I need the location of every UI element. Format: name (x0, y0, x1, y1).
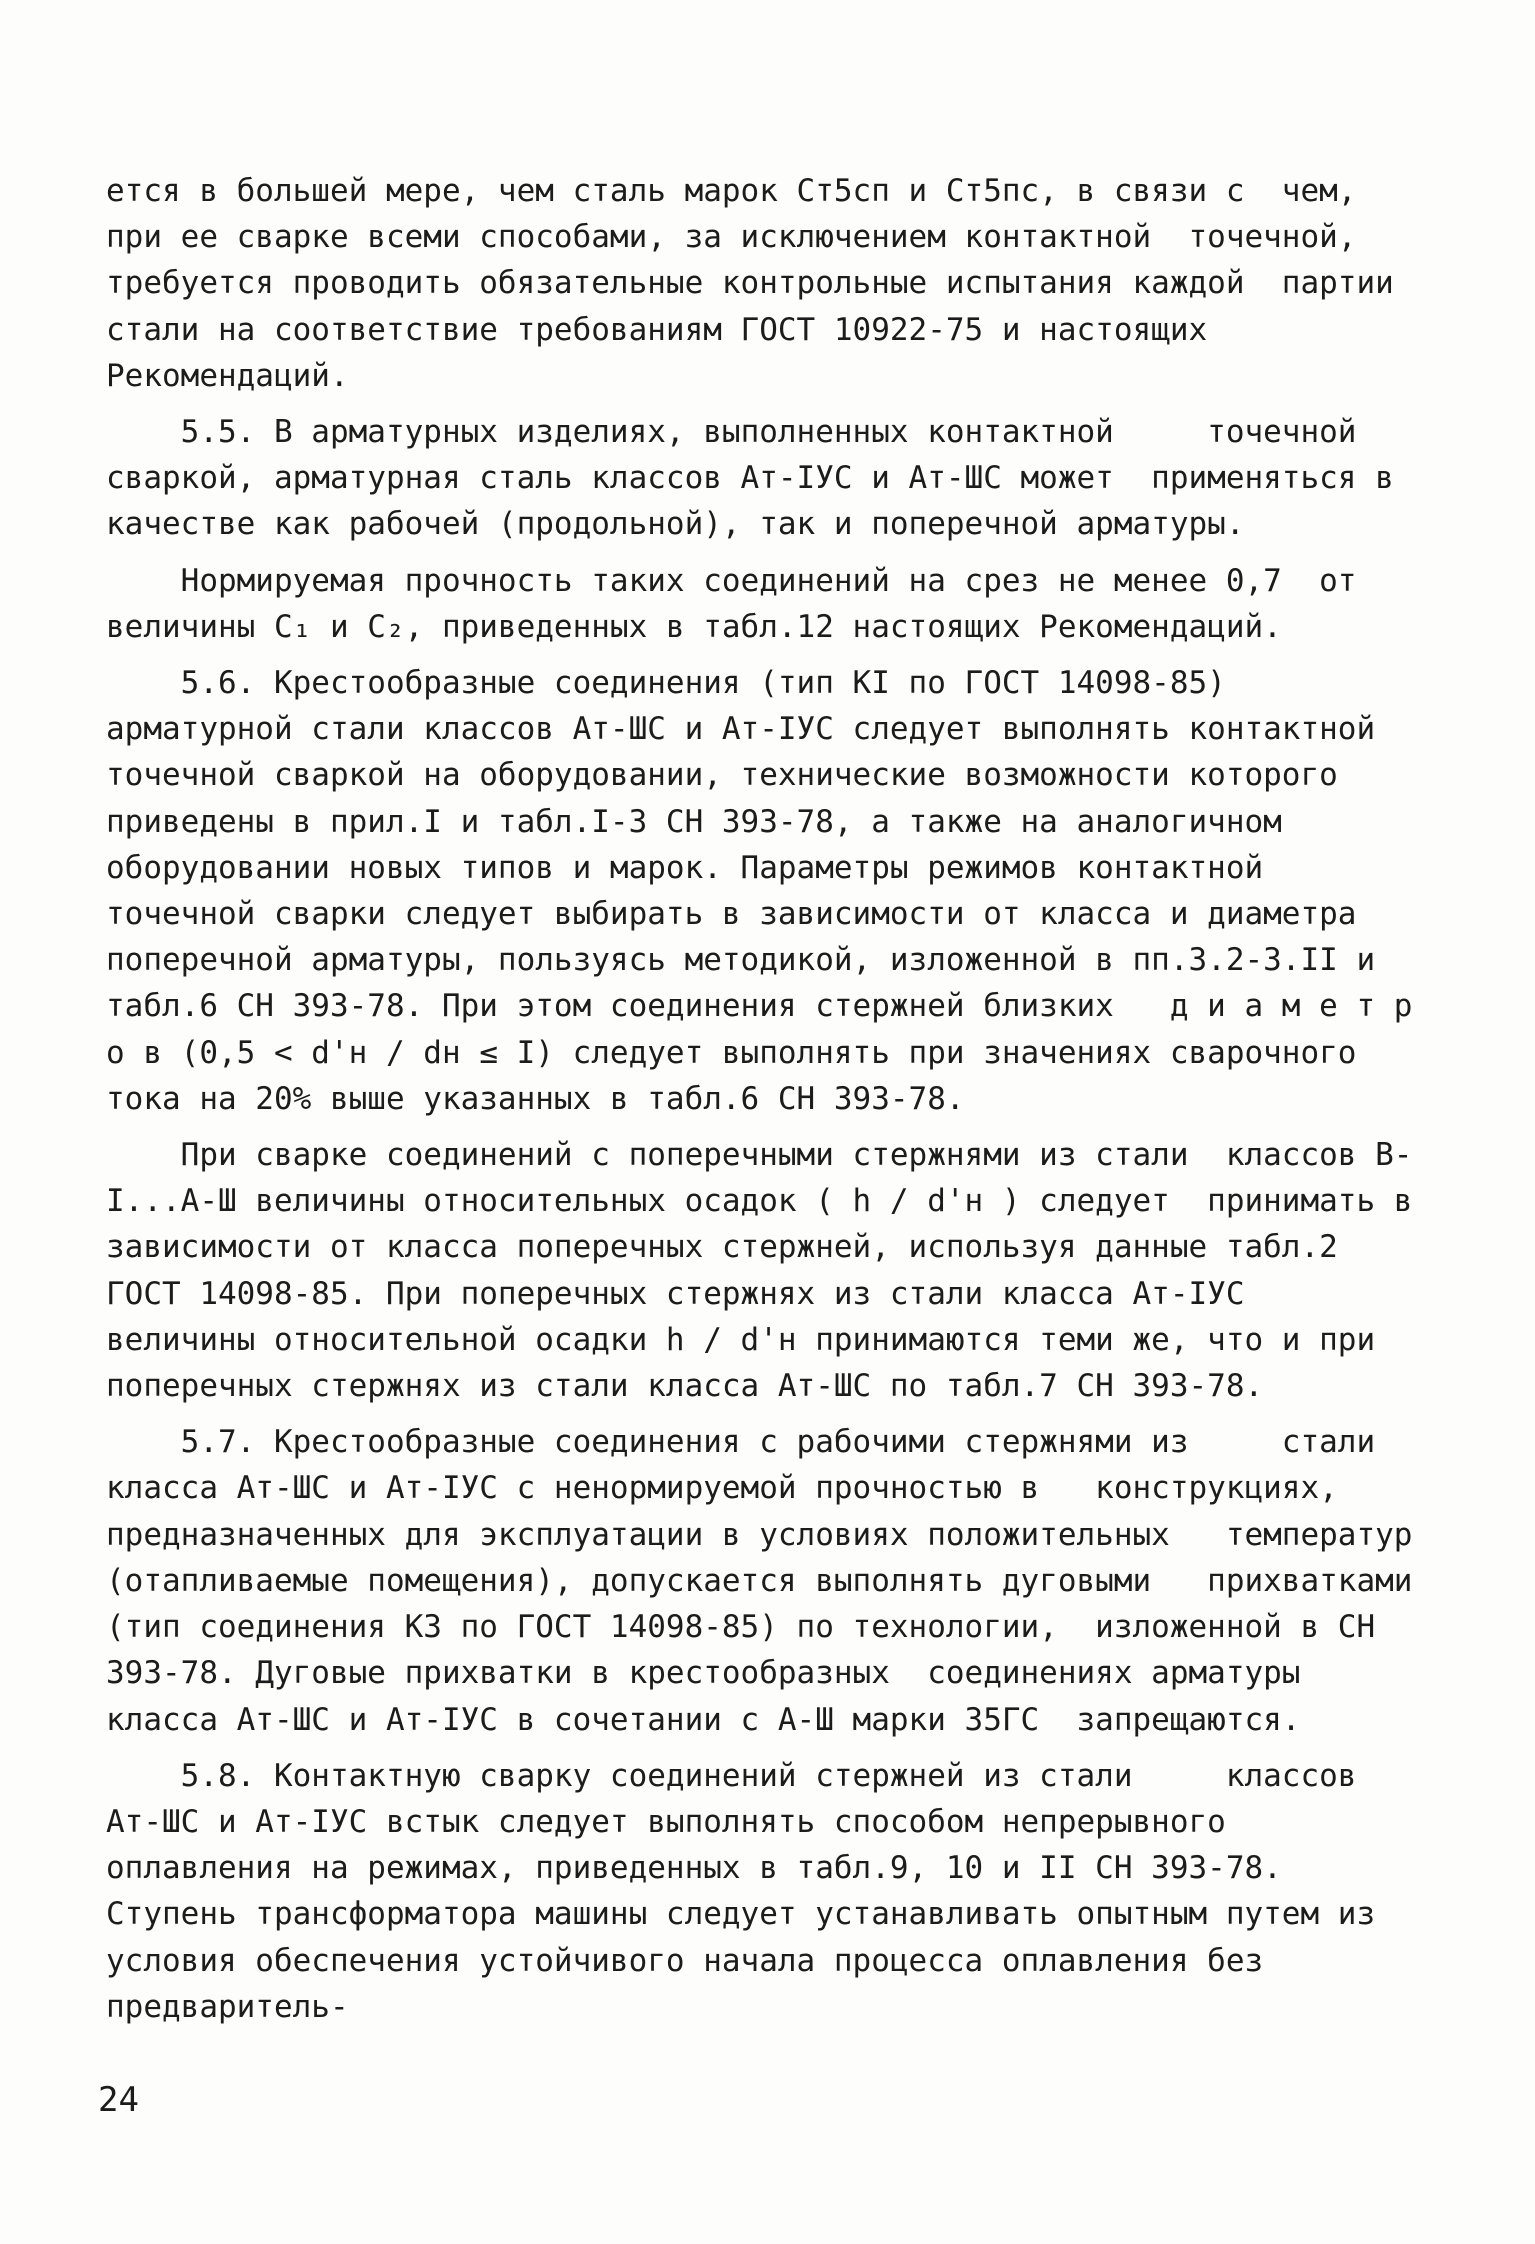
paragraph-5-5: 5.5. В арматурных изделиях, выполненных контактной точечной сваркой, арматурная сталь классов Ат-IУС и Ат-ШС может применяться в качестве как рабочей (продольной), так и поперечной арматуры. (106, 414, 1413, 543)
paragraph-continuation: ется в большей мере, чем сталь марок Ст5сп и Ст5пс, в связи с чем, при ее сварке всеми способами, за исключением контактной точечной, требуется проводить обязательные контрольные испытания каждой партии стали на соответствие требованиям ГОСТ 10922-75 и настоящих Рекомендаций. (106, 173, 1413, 394)
paragraph-5-6: 5.6. Крестообразные соединения (тип КI по ГОСТ 14098-85) арматурной стали классов Ат-ШС и Ат-IУС следует выполнять контактной точечной сваркой на оборудовании, технические возможности которого приведены в прил.I и табл.I-3 СН 393-78, а также на аналогичном оборудовании новых типов и марок. Параметры режимов контактной точечной сварки следует выбирать в зависимости от класса и диаметра поперечной арматуры, пользуясь методикой, изложенной в пп.3.2-3.II и табл.6 СН 393-78. При этом соединения стержней близких д и а м е т р о в (0,5 < d'н / dн ≤ I) следует выполнять при значениях сварочного тока на 20% выше указанных в табл.6 СН 393-78. (106, 665, 1432, 1117)
paragraph-5-8: 5.8. Контактную сварку соединений стержней из стали классов Ат-ШС и Ат-IУС встык следует выполнять способом непрерывного оплавления на режимах, приведенных в табл.9, 10 и II СН 393-78. Ступень трансформатора машины следует устанавливать опытным путем из условия обеспечения устойчивого начала процесса оплавления без предваритель- (106, 1757, 1394, 2025)
document-body (106, 168, 1432, 2030)
page-number: 24 (98, 2080, 139, 2120)
paragraph-transverse-bars: При сварке соединений с поперечными стержнями из стали классов В-I...А-Ш величины относительных осадок ( h / d'н ) следует принимать в зависимости от класса поперечных стержней, используя данные табл.2 ГОСТ 14098-85. При поперечных стержнях из стали класса Ат-IУС величины относительной осадки h / d'н принимаются теми же, что и при поперечных стержнях из стали класса Ат-ШС по табл.7 СН 393-78. (106, 1137, 1432, 1405)
paragraph-5-7: 5.7. Крестообразные соединения с рабочими стержнями из стали класса Ат-ШС и Ат-IУС с ненормируемой прочностью в конструкциях, предназначенных для эксплуатации в условиях положительных температур (отапливаемые помещения), допускается выполнять дуговыми прихватками (тип соединения К3 по ГОСТ 14098-85) по технологии, изложенной в СН 393-78. Дуговые прихватки в крестообразных соединениях арматуры класса Ат-ШС и Ат-IУС в сочетании с А-Ш марки 35ГС запрещаются. (106, 1424, 1432, 1738)
paragraph-shear-strength: Нормируемая прочность таких соединений на срез не менее 0,7 от величины C₁ и C₂, приведенных в табл.12 настоящих Рекомендаций. (106, 562, 1376, 645)
